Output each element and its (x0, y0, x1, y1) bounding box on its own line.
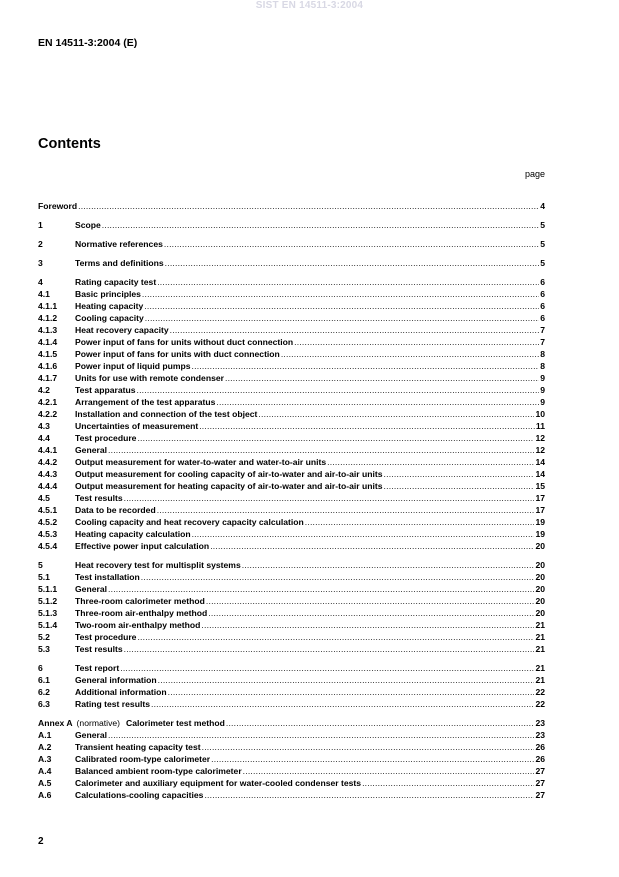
toc-entry[interactable] (38, 360, 545, 372)
contents-title: Contents (38, 136, 101, 152)
toc-entry[interactable] (38, 324, 545, 336)
toc-entry-title: General (75, 445, 108, 455)
toc-entry-page: 17 (535, 505, 545, 515)
toc-entry-page: 6 (540, 289, 545, 299)
toc-entry-page: 27 (535, 766, 545, 776)
toc-entry-number: 5.1 (38, 572, 50, 582)
toc-entry-title: Rating test results (75, 699, 150, 709)
dot-leader (108, 444, 534, 456)
dot-leader (202, 741, 535, 753)
toc-entry-page: 14 (535, 469, 545, 479)
toc-entry-number: 4.5.2 (38, 517, 58, 527)
toc-entry-number: 3 (38, 258, 43, 268)
toc-entry[interactable] (38, 643, 545, 655)
annex-note: (normative) (76, 718, 121, 728)
toc-entry-title: Test results (75, 644, 123, 654)
dot-leader (124, 643, 535, 655)
toc-entry[interactable] (38, 408, 545, 420)
toc-entry-number: 4.1 (38, 289, 50, 299)
toc-entry-page: 20 (535, 608, 545, 618)
dot-leader (294, 336, 539, 348)
toc-entry-number: A.5 (38, 778, 52, 788)
dot-leader (102, 219, 539, 231)
dot-leader (216, 396, 539, 408)
toc-entry-number: 5.3 (38, 644, 50, 654)
toc-entry-number: 4.3 (38, 421, 50, 431)
toc-entry-number: A.4 (38, 766, 52, 776)
toc-entry-number: 4.4.1 (38, 445, 58, 455)
toc-entry-number: 1 (38, 220, 43, 230)
toc-entry-number: 4.4.2 (38, 457, 58, 467)
toc-entry-number: 4 (38, 277, 43, 287)
toc-entry-page: 21 (535, 675, 545, 685)
dot-leader (305, 516, 535, 528)
toc-entry-title: Data to be recorded (75, 505, 156, 515)
toc-entry-number: 4.2.1 (38, 397, 58, 407)
dot-leader (206, 595, 535, 607)
toc-entry-number: 6 (38, 663, 43, 673)
toc-entry-page: 20 (535, 572, 545, 582)
dot-leader (243, 765, 535, 777)
toc-entry-title: Two-room air-enthalpy method (75, 620, 201, 630)
toc-entry-title: Installation and connection of the test object (75, 409, 258, 419)
toc-entry-page: 20 (535, 541, 545, 551)
toc-entry[interactable] (38, 504, 545, 516)
toc-entry-number: 4.1.2 (38, 313, 58, 323)
dot-leader (384, 468, 535, 480)
dot-leader (164, 238, 539, 250)
dot-leader (157, 276, 539, 288)
toc-entry-title: Additional information (75, 687, 167, 697)
toc-entry-number: 5.2 (38, 632, 50, 642)
toc-entry-page: 8 (540, 361, 545, 371)
dot-leader (384, 480, 535, 492)
toc-entry-page: 20 (535, 560, 545, 570)
toc-entry-number: 6.1 (38, 675, 50, 685)
toc-entry-number: 4.5.3 (38, 529, 58, 539)
dot-leader (242, 559, 535, 571)
toc-entry-page: 14 (535, 457, 545, 467)
toc-entry-title: Output measurement for cooling capacity of air-to-water and air-to-air units (75, 469, 383, 479)
toc-entry-number: 5 (38, 560, 43, 570)
toc-entry-page: 21 (535, 632, 545, 642)
toc-entry-page: 12 (535, 445, 545, 455)
table-of-contents (38, 200, 545, 801)
toc-entry[interactable] (38, 595, 545, 607)
dot-leader (137, 631, 534, 643)
dot-leader (281, 348, 539, 360)
toc-entry[interactable] (38, 528, 545, 540)
toc-entry-title: Test results (75, 493, 123, 503)
toc-entry[interactable] (38, 456, 545, 468)
toc-entry[interactable] (38, 789, 545, 801)
toc-entry-title: Calculations-cooling capacities (75, 790, 204, 800)
toc-entry[interactable] (38, 468, 545, 480)
toc-entry-number: A.1 (38, 730, 52, 740)
toc-entry-title: Test procedure (75, 433, 137, 443)
dot-leader (210, 540, 534, 552)
toc-entry-title: Calorimeter and auxiliary equipment for water-cooled condenser tests (75, 778, 362, 788)
dot-leader (204, 789, 534, 801)
dot-leader (137, 384, 540, 396)
toc-entry[interactable] (38, 257, 545, 269)
toc-entry-page: 7 (540, 325, 545, 335)
toc-entry[interactable] (38, 765, 545, 777)
toc-entry-page: 7 (540, 337, 545, 347)
toc-entry-title: General (75, 584, 108, 594)
toc-entry[interactable] (38, 540, 545, 552)
toc-entry[interactable] (38, 312, 545, 324)
toc-entry-page: 20 (535, 596, 545, 606)
dot-leader (258, 408, 534, 420)
dot-leader (141, 571, 535, 583)
toc-entry[interactable] (38, 583, 545, 595)
toc-entry-page: 21 (535, 620, 545, 630)
toc-entry[interactable] (38, 662, 545, 674)
toc-entry-page: 21 (535, 663, 545, 673)
toc-entry-number: 5.1.4 (38, 620, 58, 630)
toc-entry-title: Cooling capacity (75, 313, 144, 323)
toc-entry-title: Power input of fans for units without duct connection (75, 337, 294, 347)
toc-entry-title: Heat recovery capacity (75, 325, 169, 335)
toc-entry-number: 4.1.5 (38, 349, 58, 359)
toc-entry-number: 4.5 (38, 493, 50, 503)
toc-entry-title: Heating capacity calculation (75, 529, 191, 539)
toc-entry-number: 5.1.1 (38, 584, 58, 594)
toc-entry-page: 5 (540, 239, 545, 249)
toc-entry[interactable] (38, 674, 545, 686)
toc-entry-title: Power input of liquid pumps (75, 361, 191, 371)
toc-entry-number: 6.3 (38, 699, 50, 709)
toc-entry-title: Scope (75, 220, 101, 230)
toc-entry[interactable] (38, 238, 545, 250)
toc-entry-title: Units for use with remote condenser (75, 373, 224, 383)
dot-leader (327, 456, 534, 468)
toc-entry[interactable] (38, 444, 545, 456)
page-column-label: page (524, 169, 545, 179)
dot-leader (199, 420, 535, 432)
toc-entry[interactable] (38, 607, 545, 619)
toc-entry[interactable] (38, 348, 545, 360)
toc-entry[interactable] (38, 420, 545, 432)
dot-leader (158, 674, 535, 686)
toc-entry[interactable] (38, 619, 545, 631)
toc-entry-number: 4.1.3 (38, 325, 58, 335)
dot-leader (362, 777, 534, 789)
toc-entry-number: A.3 (38, 754, 52, 764)
toc-entry-page: 27 (535, 790, 545, 800)
toc-entry-page: 22 (535, 699, 545, 709)
toc-entry-page: 15 (535, 481, 545, 491)
toc-entry[interactable] (38, 336, 545, 348)
toc-entry[interactable] (38, 384, 545, 396)
toc-entry-title: Normative references (75, 239, 163, 249)
toc-entry-page: 17 (535, 493, 545, 503)
toc-entry-page: 10 (535, 409, 545, 419)
toc-entry[interactable] (38, 729, 545, 741)
toc-entry-page: 9 (540, 373, 545, 383)
toc-entry-number: 4.2 (38, 385, 50, 395)
toc-entry[interactable] (38, 777, 545, 789)
toc-entry-title: Basic principles (75, 289, 141, 299)
toc-entry-title: Output measurement for heating capacity of air-to-water and air-to-air units (75, 481, 383, 491)
toc-entry[interactable] (38, 698, 545, 710)
toc-entry-number: A.2 (38, 742, 52, 752)
toc-entry-page: 19 (535, 517, 545, 527)
toc-entry-title: Transient heating capacity test (75, 742, 201, 752)
toc-entry-number: 4.4.3 (38, 469, 58, 479)
toc-entry-number: 6.2 (38, 687, 50, 697)
toc-entry-title: Balanced ambient room-type calorimeter (75, 766, 242, 776)
toc-entry-number: 4.5.1 (38, 505, 58, 515)
dot-leader (108, 583, 534, 595)
toc-entry-number: 5.1.3 (38, 608, 58, 618)
toc-entry-page: 26 (535, 754, 545, 764)
toc-entry-title: Three-room calorimeter method (75, 596, 205, 606)
dot-leader (137, 432, 534, 444)
toc-entry-page: 4 (540, 201, 545, 211)
toc-entry-title: Heat recovery test for multisplit systems (75, 560, 241, 570)
toc-entry-page: 6 (540, 277, 545, 287)
toc-entry-title: Test installation (75, 572, 140, 582)
toc-entry-page: 5 (540, 220, 545, 230)
toc-entry[interactable] (38, 219, 545, 231)
toc-entry[interactable] (38, 276, 545, 288)
dot-leader (168, 686, 535, 698)
dot-leader (225, 372, 539, 384)
toc-entry-page: 21 (535, 644, 545, 654)
toc-entry-title: Power input of fans for units with duct connection (75, 349, 280, 359)
toc-entry-number: 4.5.4 (38, 541, 58, 551)
dot-leader (142, 288, 539, 300)
toc-entry-page: 12 (535, 433, 545, 443)
toc-entry[interactable] (38, 492, 545, 504)
toc-entry-page: 23 (535, 718, 545, 728)
toc-entry-title: Three-room air-enthalpy method (75, 608, 208, 618)
toc-entry-title: Terms and definitions (75, 258, 164, 268)
toc-entry-number: 5.1.2 (38, 596, 58, 606)
dot-leader (120, 662, 534, 674)
dot-leader (78, 200, 539, 212)
toc-entry[interactable] (38, 559, 545, 571)
toc-entry-title: Test apparatus (75, 385, 136, 395)
dot-leader (157, 504, 535, 516)
toc-entry-page: 27 (535, 778, 545, 788)
document-id: EN 14511-3:2004 (E) (38, 37, 138, 49)
toc-entry-page: 9 (540, 397, 545, 407)
toc-entry[interactable] (38, 686, 545, 698)
toc-entry-number: 4.4.4 (38, 481, 58, 491)
toc-entry[interactable] (38, 432, 545, 444)
toc-entry[interactable] (38, 396, 545, 408)
dot-leader (211, 753, 534, 765)
toc-entry[interactable] (38, 288, 545, 300)
toc-entry[interactable] (38, 571, 545, 583)
dot-leader (145, 312, 539, 324)
toc-entry-title: Arrangement of the test apparatus (75, 397, 216, 407)
dot-leader (165, 257, 540, 269)
watermark: SIST EN 14511-3:2004 (255, 0, 364, 11)
toc-entry-page: 11 (535, 421, 545, 431)
toc-entry-title: General (75, 730, 108, 740)
toc-entry-title: Effective power input calculation (75, 541, 210, 551)
toc-entry-page: 23 (535, 730, 545, 740)
footer-page-number: 2 (38, 836, 44, 847)
toc-entry-title: General information (75, 675, 157, 685)
toc-entry-number: 4.1.6 (38, 361, 58, 371)
toc-entry[interactable] (38, 300, 545, 312)
toc-entry-number: A.6 (38, 790, 52, 800)
dot-leader (192, 360, 540, 372)
toc-entry-page: 19 (535, 529, 545, 539)
toc-entry-number: 4.1.1 (38, 301, 58, 311)
dot-leader (201, 619, 534, 631)
toc-entry-page: 22 (535, 687, 545, 697)
toc-entry-title: Cooling capacity and heat recovery capacity calculation (75, 517, 304, 527)
toc-entry-title: Calibrated room-type calorimeter (75, 754, 211, 764)
toc-entry-title: Test procedure (75, 632, 137, 642)
dot-leader (151, 698, 534, 710)
toc-entry-page: 8 (540, 349, 545, 359)
dot-leader (208, 607, 534, 619)
toc-entry-page: 6 (540, 313, 545, 323)
toc-entry-title: Heating capacity (75, 301, 144, 311)
toc-entry[interactable] (38, 372, 545, 384)
toc-entry[interactable] (38, 516, 545, 528)
toc-entry-number: 2 (38, 239, 43, 249)
toc-entry-number: 4.1.4 (38, 337, 58, 347)
toc-entry-page: 9 (540, 385, 545, 395)
toc-entry[interactable] (38, 480, 545, 492)
toc-entry-page: 6 (540, 301, 545, 311)
toc-entry-title: Test report (75, 663, 120, 673)
dot-leader (124, 492, 535, 504)
dot-leader (226, 717, 535, 729)
toc-entry-title: Rating capacity test (75, 277, 157, 287)
toc-entry[interactable] (38, 200, 545, 212)
dot-leader (192, 528, 535, 540)
toc-entry[interactable] (38, 631, 545, 643)
dot-leader (170, 324, 540, 336)
toc-entry-number: 4.1.7 (38, 373, 58, 383)
toc-entry-title: Foreword (38, 201, 78, 211)
toc-entry-title: Output measurement for water-to-water and water-to-air units (75, 457, 327, 467)
toc-entry-title: Uncertainties of measurement (75, 421, 199, 431)
toc-entry-number: 4.2.2 (38, 409, 58, 419)
toc-entry-title (38, 717, 225, 729)
annex-title: Calorimeter test method (126, 718, 225, 728)
dot-leader (108, 729, 534, 741)
toc-entry[interactable] (38, 741, 545, 753)
toc-entry-page: 20 (535, 584, 545, 594)
toc-entry-page: 26 (535, 742, 545, 752)
toc-entry[interactable] (38, 717, 545, 729)
toc-entry[interactable] (38, 753, 545, 765)
dot-leader (144, 300, 539, 312)
toc-entry-number: 4.4 (38, 433, 50, 443)
toc-entry-page: 5 (540, 258, 545, 268)
annex-label: Annex A (38, 718, 73, 728)
